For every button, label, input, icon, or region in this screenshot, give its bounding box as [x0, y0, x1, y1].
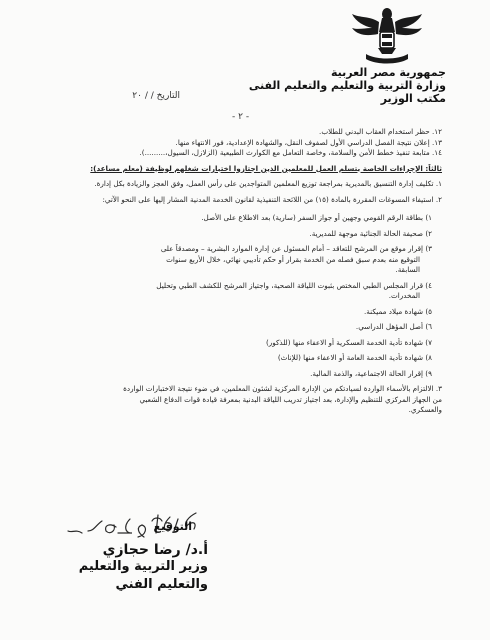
letterhead [248, 66, 446, 105]
doc-item: ٨) شهادة تأدية الخدمة العامة أو الاعفاء منها (للإناث) [277, 353, 432, 362]
doc-item: ٥) شهادة ميلاد مميكنة. [364, 306, 432, 316]
ministry-name: وزارة التربية والتعليم والتعليم الفنى [248, 79, 446, 92]
date-label: التاريخ [156, 91, 180, 101]
office-name: مكتب الوزير [380, 92, 446, 105]
list-item-continued: من الجهاز المركزي للتنظيم والإدارة، بعد اجتياز تدريب اللياقة البدنية بمعرفة قيادة قوات الدفاع الشعبي [139, 394, 442, 404]
doc-item: ٢) صحيفة الحالة الجنائية موجهة للمديرية. [309, 228, 432, 238]
signature-label: التوقيع [153, 520, 192, 533]
list-item: ١٣. إعلان نتيجة الفصل الدراسي الأول لصفوف النقل، والشهادة الإعدادية، فور الانتهاء منها. [175, 137, 442, 147]
signature-block [48, 520, 208, 594]
doc-item: ٤) قرار المجلس الطبي المختص بثبوت اللياقة الصحية، واجتياز المرشح للكشف الطبي وتحليل [156, 280, 432, 290]
doc-item: ١) بطاقة الرقم القومي وجهين أو جواز السفر (سارية) بعد الاطلاع على الأصل. [201, 213, 432, 222]
doc-item-continued: المخدرات. [388, 291, 420, 300]
list-item-continued: والعسكري. [408, 405, 442, 414]
page-number: - ٢ - [232, 112, 250, 122]
list-item: ٣. الالتزام بالأسماء الواردة لسيادتكم من الإدارة المركزية لشئون المعلمين، في ضوء نتيجة الاختبارات الواردة [123, 384, 442, 393]
eagle-emblem-icon [348, 6, 426, 68]
list-item: ١٢. حظر استخدام العقاب البدني للطلاب. [319, 127, 442, 136]
doc-item-continued: السابقة. [395, 265, 420, 274]
list-item: ١٤. متابعة تنفيذ خطط الأمن والسلامة، وخاصة التعامل مع الكوارث الطبيعية (الزلازل، السيول،.........). [139, 148, 442, 157]
date-line [50, 91, 180, 101]
signatory-title: والتعليم الفني [115, 577, 208, 592]
doc-item: ٩) إقرار الحالة الاجتماعية، والذمة المالية. [310, 368, 432, 378]
document-body [42, 127, 442, 416]
list-item: ١. تكليف إدارة التنسيق بالمديرية بمراجعة توزيع المعلمين المتواجدين على رأس العمل، وفق العجز والزيادة بكل إدارة. [94, 179, 442, 188]
signatory-name: أ.د/ رضا حجازي [102, 542, 208, 558]
republic-name: جمهورية مصر العربية [331, 66, 446, 79]
doc-item: ٣) إقرار موقع من المرشح للتعاقد – أمام المسئول عن إدارة الموارد البشرية – ومصدقاً على [160, 244, 432, 253]
doc-item-continued: التوقيع منه بعدم سبق فصله من الخدمة بقرار أو حكم تأديبي نهائي، خلال الأربع سنوات [166, 254, 420, 264]
date-value: / / ٢٠ [132, 91, 154, 101]
section-heading: ثالثاً: الإجراءات الخاصة بتسلم العمل للمعلمين الذين اجتازوا اختبارات شغلهم لوظيفة (معلم مساعد): [90, 163, 442, 173]
doc-item: ٦) أصل المؤهل الدراسي. [355, 322, 432, 331]
list-item: ٢. استيفاء المسوغات المقررة بالمادة (١٥) من اللائحة التنفيذية لقانون الخدمة المدنية المشار إليها على النحو الآتي: [102, 194, 442, 204]
doc-item: ٧) شهادة تأدية الخدمة العسكرية أو الاعفاء منها (للذكور) [266, 337, 432, 347]
signatory-title: وزير التربية والتعليم [78, 559, 208, 574]
